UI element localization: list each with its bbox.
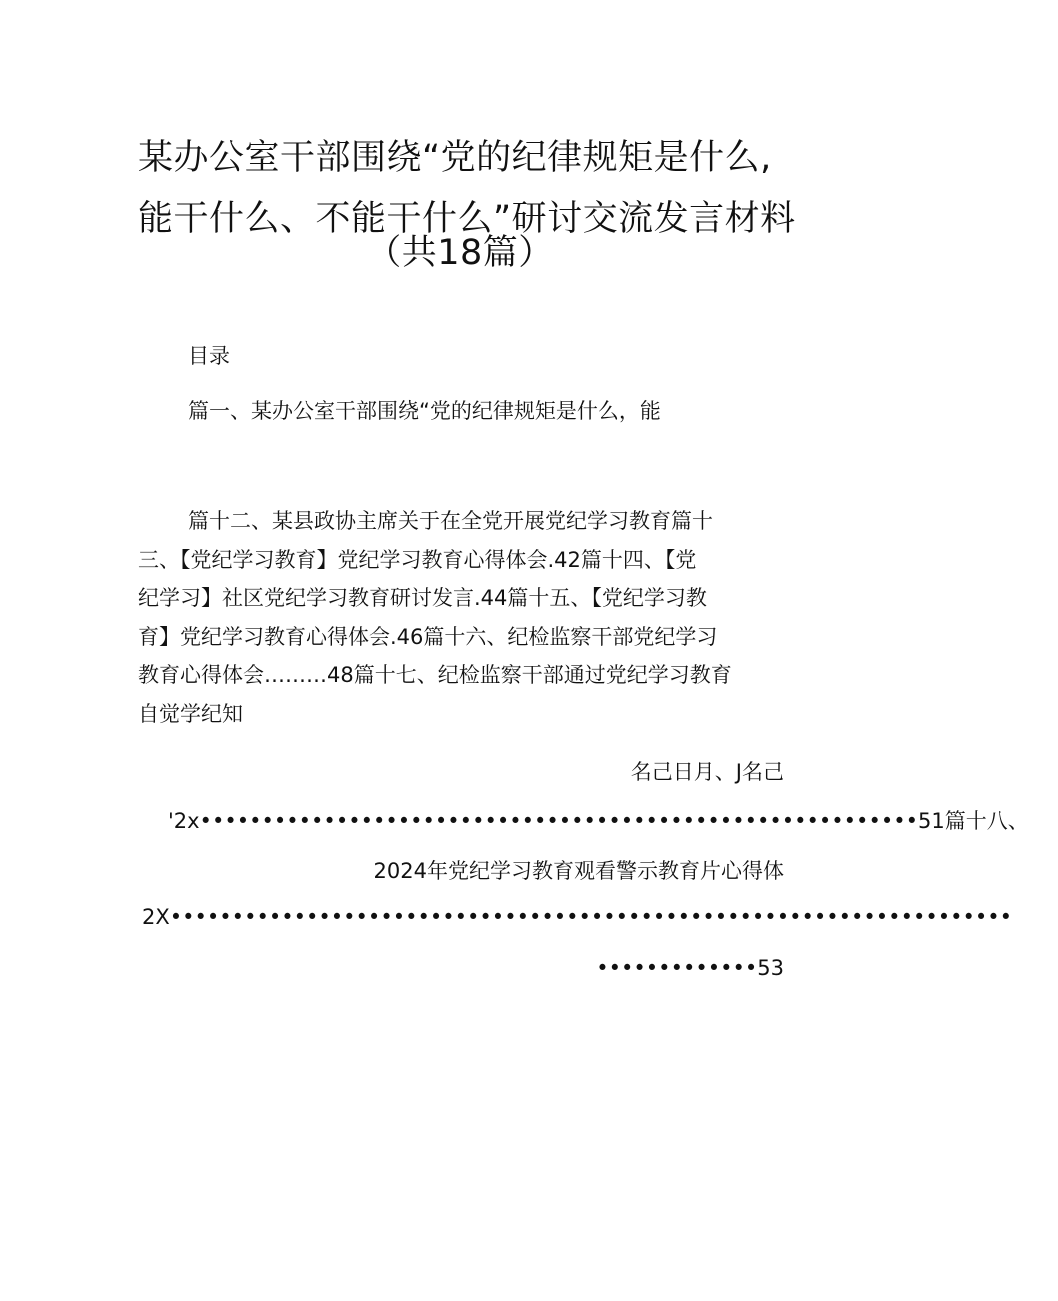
toc-paragraph-line: 纪学习】社区党纪学习教育研讨发言.44篇十五、【党纪学习教 [138, 586, 707, 610]
title-line-3: （共18篇） [366, 233, 554, 273]
toc-paragraph-line: 三、【党纪学习教育】党纪学习教育心得体会.42篇十四、【党 [138, 547, 697, 572]
title-line-1: 某办公室干部围绕“党的纪律规矩是什么, [138, 138, 772, 178]
title-line-2: 能干什么、不能干什么”研讨交流发言材料 [138, 199, 796, 239]
toc-right-line-1: 名己日月、J名己 [630, 760, 784, 784]
toc-paragraph [138, 502, 788, 733]
toc-dotted-line-1: '2x••••••••••••••••••••••••••••••••••••••••••••••••••••••••••51篇十八、 [168, 809, 1029, 833]
toc-paragraph-line: 篇十二、某县政协主席关于在全党开展党纪学习教育篇十 [188, 509, 713, 533]
toc-dotted-line-2: 2X•••••••••••••••••••••••••••••••••••••••••••••••••••••••••••••••••••• [142, 905, 1013, 929]
toc-paragraph-line: 育】党纪学习教育心得体会.46篇十六、纪检监察干部党纪学习 [138, 624, 718, 649]
toc-item-1: 篇一、某办公室干部围绕“党的纪律规矩是什么，能 [188, 399, 661, 423]
toc-dotted-line-3: •••••••••••••53 [596, 956, 784, 980]
toc-right-line-2: 2024年党纪学习教育观看警示教育片心得体 [373, 859, 784, 883]
toc-paragraph-line: 自觉学纪知 [138, 701, 243, 726]
toc-paragraph-line: 教育心得体会………48篇十七、纪检监察干部通过党纪学习教育 [138, 663, 732, 687]
toc-heading: 目录 [188, 344, 230, 368]
